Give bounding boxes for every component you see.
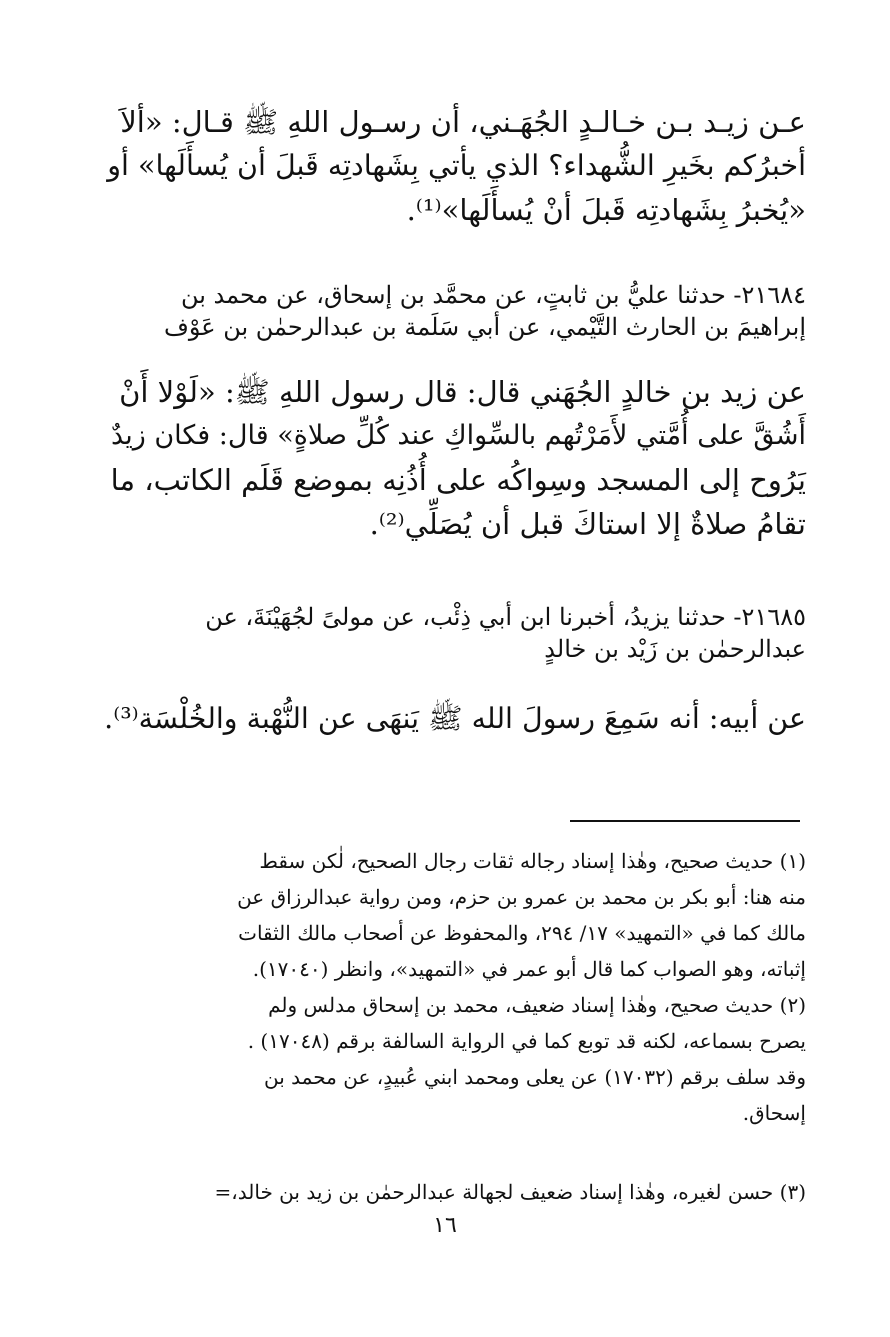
footnote-3 (100, 1174, 806, 1210)
text-line: تقامُ صلاةٌ إلا استاكَ قبل أن يُصَلِّي⁽²⁾. (369, 507, 806, 541)
footnote-line: مالك كما في «التمهيد» ١٧/ ٢٩٤، والمحفوظ عن أصحاب مالك الثقات (238, 921, 806, 945)
chain-line: إبراهيمَ بن الحارث التَّيْمي، عن أبي سَلَمة بن عبدالرحمٰن بن عَوْف (163, 313, 806, 341)
hadith-21683-text (100, 100, 806, 232)
text-line: عـن زيـد بـن خـالـدٍ الجُهَـني، أن رسـول اللهِ ﷺ قـال: «ألاَ (120, 105, 806, 139)
footnote-line: (٣) حسن لغيره، وهٰذا إسناد ضعيف لجهالة عبدالرحمٰن بن زيد بن خالد،= (214, 1180, 806, 1204)
hadith-21684-text (100, 370, 806, 546)
footnote-line: وقد سلف برقم (١٧٠٣٢) عن يعلى ومحمد ابني عُبيدٍ، عن محمد بن (264, 1065, 806, 1089)
footnote-line: (١) حديث صحيح، وهٰذا إسناد رجاله ثقات رجال الصحيح، لٰكن سقط (259, 849, 806, 873)
chain-line: ٢١٦٨٥- حدثنا يزيدُ، أخبرنا ابن أبي ذِئْب، عن مولىً لجُهَيْنَةَ، عن (205, 603, 806, 631)
hadith-21685-chain (100, 601, 806, 665)
text-line: يَرُوح إلى المسجد وسِواكُه على أُذُنِه بموضع قَلَم الكاتب، ما (110, 463, 806, 497)
text-line: أَشُقَّ على أُمَّتي لأَمَرْتُهم بالسِّواكِ عند كُلِّ صلاةٍ» قال: فكان زيدٌ (111, 420, 806, 451)
text-line: عن زيد بن خالدٍ الجُهَني قال: قال رسول اللهِ ﷺ: «لَوْلا أَنْ (119, 375, 806, 409)
text-line: أخبرُكم بخَيرِ الشُّهداء؟ الذي يأتي بِشَهادتِه قَبلَ أن يُسأَلَها» أو (107, 149, 806, 182)
chain-line: ٢١٦٨٤- حدثنا عليُّ بن ثابتٍ، عن محمَّد بن إسحاق، عن محمد بن (180, 281, 806, 309)
footnote-1 (100, 843, 806, 987)
footnote-line: منه هنا: أبو بكر بن محمد بن عمرو بن حزم، ومن رواية عبدالرزاق عن (237, 885, 806, 909)
footnote-2 (100, 987, 806, 1131)
hadith-21684-chain (100, 279, 806, 343)
footnote-line: (٢) حديث صحيح، وهٰذا إسناد ضعيف، محمد بن إسحاق مدلس ولم (268, 993, 806, 1017)
hadith-21685-text (100, 697, 806, 741)
text-line: عن أبيه: أنه سَمِعَ رسولَ الله ﷺ يَنهَى عن النُّهْبة والخُلْسَة⁽³⁾. (104, 702, 806, 735)
text-line: «يُخبرُ بِشَهادتِه قَبلَ أنْ يُسأَلَها»⁽¹⁾. (406, 193, 806, 227)
footnote-divider (570, 820, 800, 822)
page-number: ١٦ (433, 1213, 457, 1238)
footnote-line: إثباته، وهو الصواب كما قال أبو عمر في «التمهيد»، وانظر (١٧٠٤٠). (252, 957, 806, 981)
footnote-line: إسحاق. (742, 1101, 806, 1125)
chain-line: عبدالرحمٰن بن زَيْد بن خالدٍ (544, 635, 806, 663)
footnote-line: يصرح بسماعه، لكنه قد توبع كما في الرواية السالفة برقم (١٧٠٤٨) . (247, 1029, 806, 1053)
